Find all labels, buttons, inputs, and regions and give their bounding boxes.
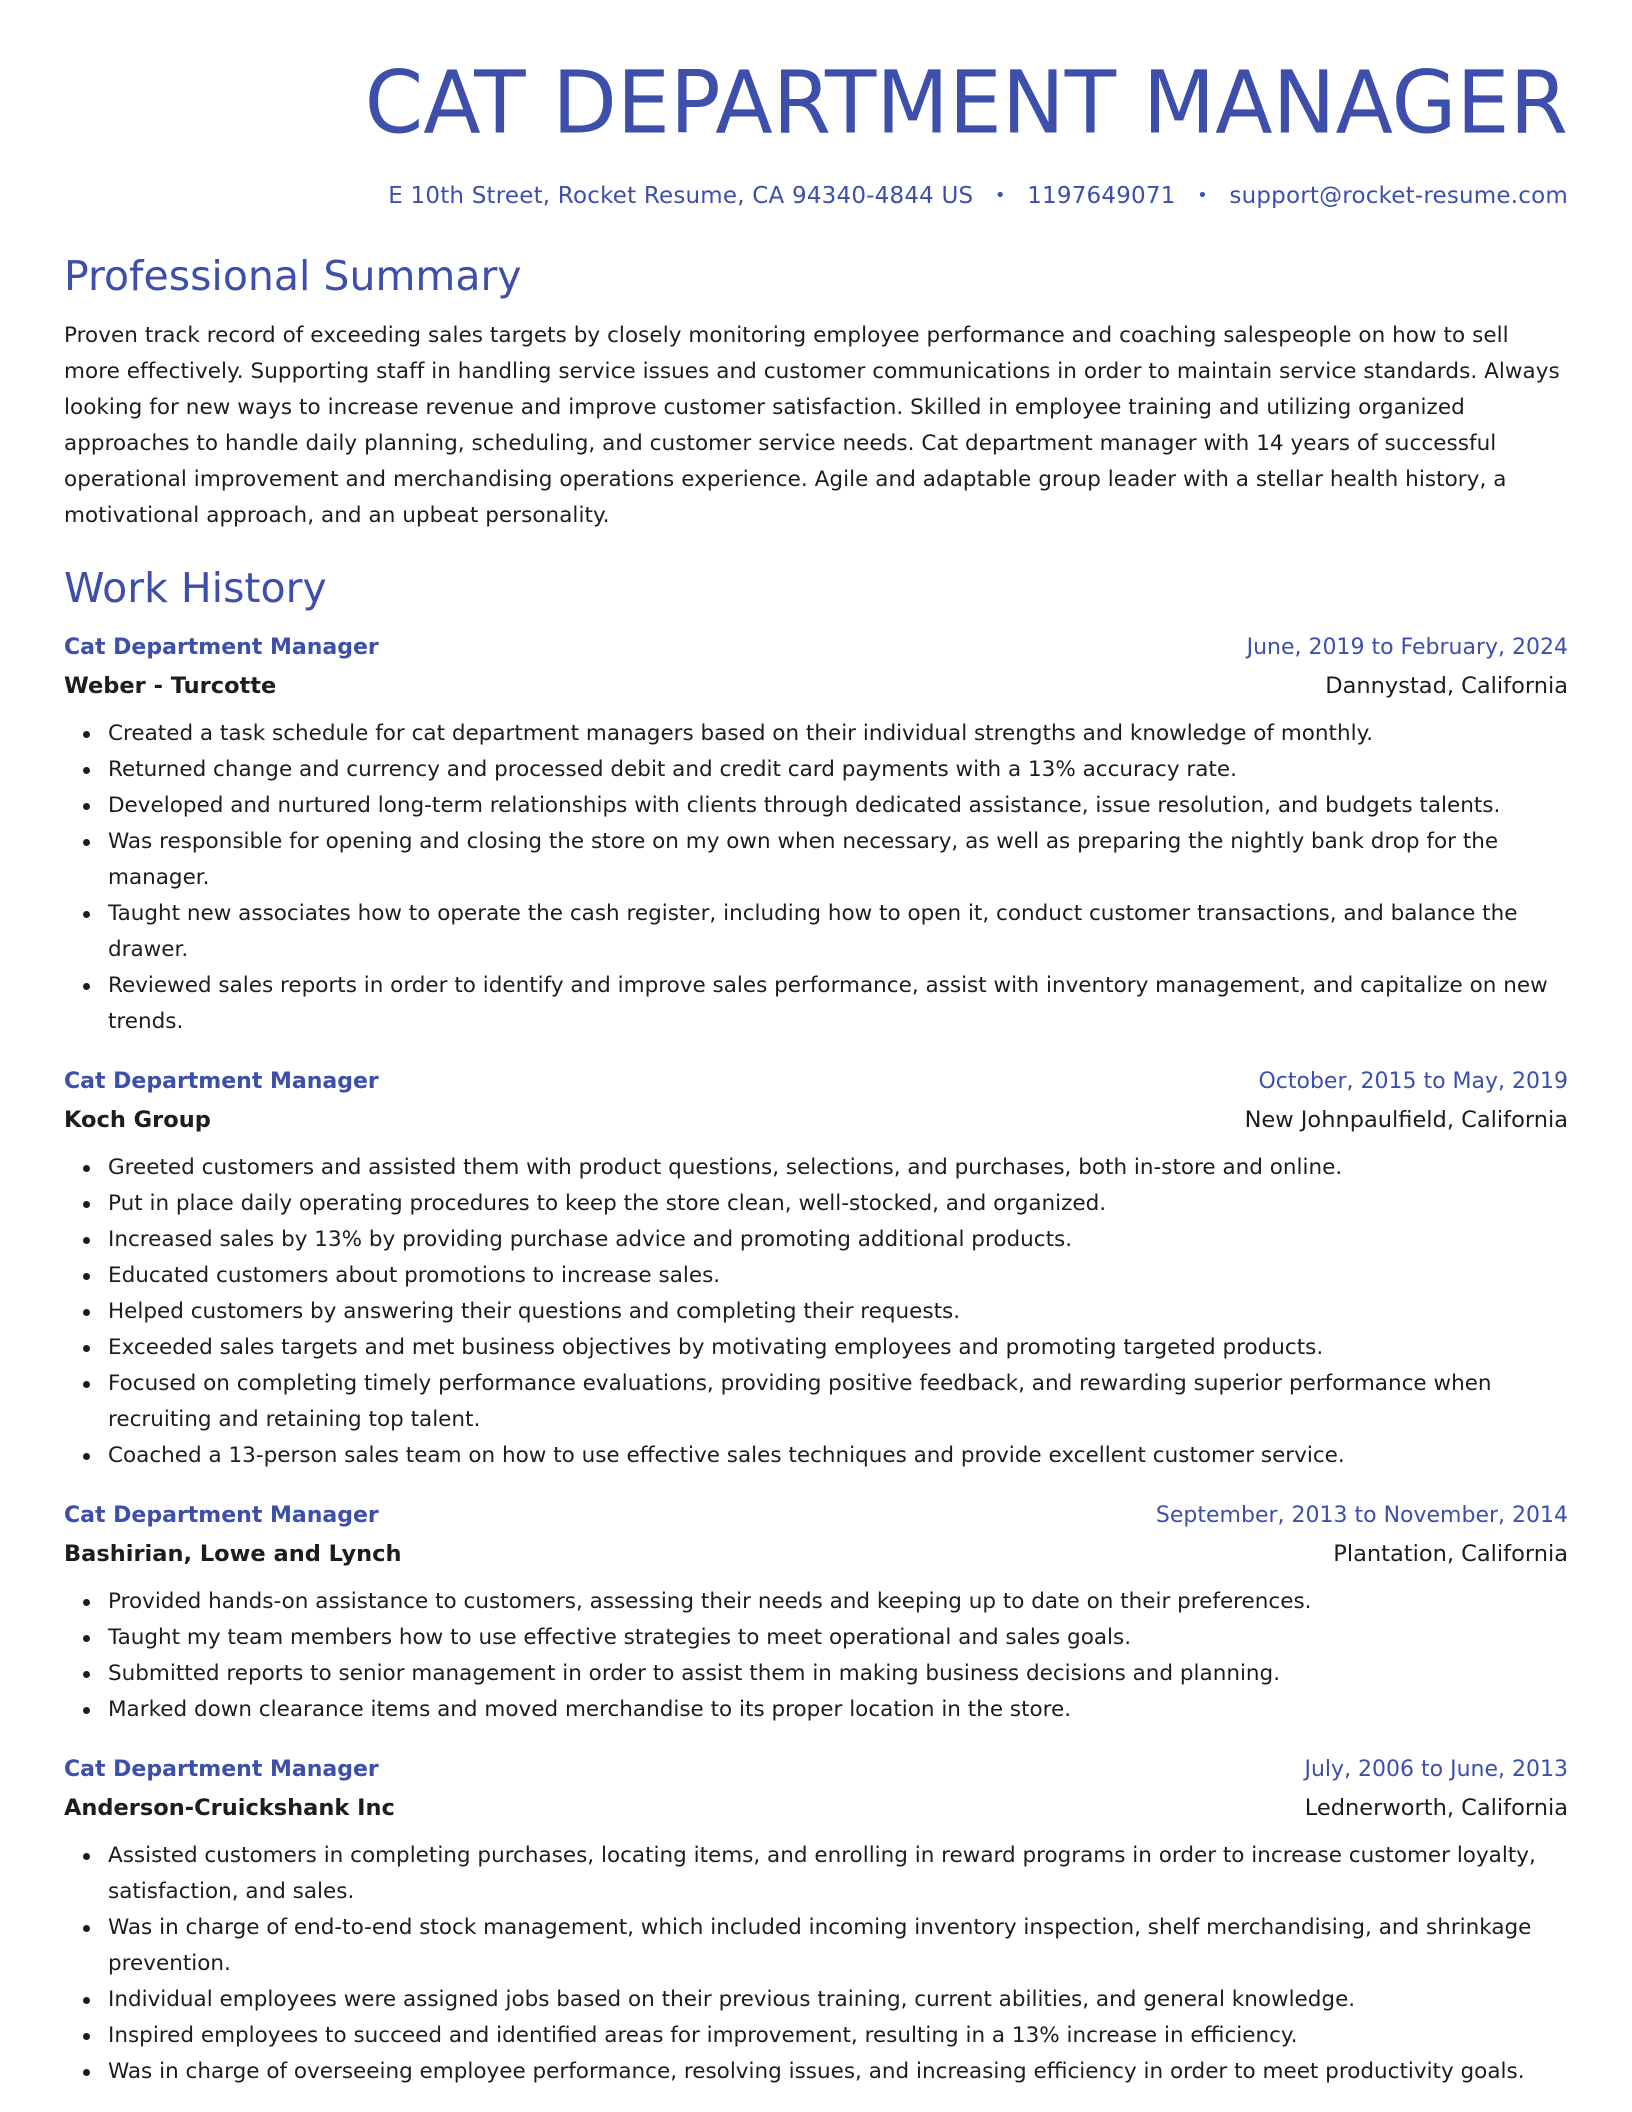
job-title: Cat Department Manager	[64, 1503, 379, 1528]
job-bullet: Reviewed sales reports in order to identify and improve sales performance, assist with inventory management, and capitalize on new trends.	[108, 968, 1568, 1040]
job-bullet: Returned change and currency and processed debit and credit card payments with a 13% accuracy rate.	[108, 752, 1568, 788]
job-title-row	[64, 1498, 1568, 1534]
job-dates: October, 2015 to May, 2019	[1258, 1069, 1568, 1094]
job-bullet: Helped customers by answering their questions and completing their requests.	[108, 1294, 1568, 1330]
job-bullet: Created a task schedule for cat department managers based on their individual strengths and knowledge of monthly.	[108, 716, 1568, 752]
job-bullet: Inspired employees to succeed and identified areas for improvement, resulting in a 13% increase in efficiency.	[108, 2018, 1568, 2054]
job-bullet: Greeted customers and assisted them with product questions, selections, and purchases, both in-store and online.	[108, 1150, 1568, 1186]
summary-text: Proven track record of exceeding sales targets by closely monitoring employee performance and coaching salespeople on how to sell more effectively. Supporting staff in handling service issues and customer communications in order to maintain service standards. Always looking for new ways to increase revenue and improve customer satisfaction. Skilled in employee training and utilizing organized approaches to handle daily planning, scheduling, and customer service needs. Cat department manager with 14 years of successful operational improvement and merchandising operations experience. Agile and adaptable group leader with a stellar health history, a motivational approach, and an upbeat personality.	[64, 323, 1560, 528]
job-bullet: Was in charge of overseeing employee performance, resolving issues, and increasing efficiency in order to meet productivity goals.	[108, 2054, 1568, 2090]
section-title-summary: Professional Summary	[64, 252, 522, 300]
section-title-work-history: Work History	[64, 564, 327, 612]
job-bullet: Taught my team members how to use effective strategies to meet operational and sales goals.	[108, 1620, 1568, 1656]
job-bullet: Was responsible for opening and closing the store on my own when necessary, as well as preparing the nightly bank drop for the manager.	[108, 824, 1568, 896]
job-dates: September, 2013 to November, 2014	[1155, 1503, 1568, 1528]
job-bullet-list	[64, 1838, 1568, 2090]
job-title-row	[64, 630, 1568, 666]
job-bullet: Was in charge of end-to-end stock management, which included incoming inventory inspection, shelf merchandising, and shrinkage prevention.	[108, 1910, 1568, 1982]
contact-separator: •	[994, 185, 1006, 206]
job-bullet-list	[64, 1584, 1568, 1728]
job-title-row	[64, 1752, 1568, 1788]
resume-header	[64, 0, 1568, 212]
job-dates: June, 2019 to February, 2024	[1246, 635, 1568, 660]
work-history-section	[64, 562, 1568, 2090]
contact-separator: •	[1197, 185, 1208, 206]
job-bullet: Put in place daily operating procedures to keep the store clean, well-stocked, and organized.	[108, 1186, 1568, 1222]
job-dates: July, 2006 to June, 2013	[1304, 1757, 1568, 1782]
job-bullet: Focused on completing timely performance evaluations, providing positive feedback, and rewarding superior performance when recruiting and retaining top talent.	[108, 1366, 1568, 1438]
contact-email[interactable]: support@rocket-resume.com	[1229, 183, 1568, 209]
job-company-row	[64, 1100, 1568, 1140]
job-location: Plantation, California	[1333, 1541, 1568, 1567]
job-company: Weber - Turcotte	[64, 673, 277, 699]
job-bullet: Taught new associates how to operate the cash register, including how to open it, conduct customer transactions, and balance the drawer.	[108, 896, 1568, 968]
job-location: Lednerworth, California	[1304, 1795, 1568, 1821]
job-location: Dannystad, California	[1325, 673, 1568, 699]
job-bullet-list	[64, 1150, 1568, 1474]
job-bullet: Submitted reports to senior management in order to assist them in making business decisions and planning.	[108, 1656, 1568, 1692]
job-bullet: Provided hands-on assistance to customers, assessing their needs and keeping up to date on their preferences.	[108, 1584, 1568, 1620]
job-company: Koch Group	[64, 1107, 211, 1133]
job-bullet: Assisted customers in completing purchases, locating items, and enrolling in reward programs in order to increase customer loyalty, satisfaction, and sales.	[108, 1838, 1568, 1910]
job-title: Cat Department Manager	[64, 635, 379, 660]
resume-page	[64, 0, 1568, 2090]
job-title: Cat Department Manager	[64, 1069, 379, 1094]
contact-address: E 10th Street, Rocket Resume, CA 94340-4844 US	[388, 183, 974, 209]
professional-summary-section	[64, 250, 1568, 534]
job-company: Bashirian, Lowe and Lynch	[64, 1541, 402, 1567]
job-company-row	[64, 1788, 1568, 1828]
job-bullet-list	[64, 716, 1568, 1040]
job-list	[64, 630, 1568, 2090]
job-bullet: Exceeded sales targets and met business objectives by motivating employees and promoting targeted products.	[108, 1330, 1568, 1366]
job-title: Cat Department Manager	[64, 1757, 379, 1782]
contact-phone[interactable]: 1197649071	[1027, 183, 1176, 209]
job-bullet: Coached a 13-person sales team on how to use effective sales techniques and provide excellent customer service.	[108, 1438, 1568, 1474]
job-bullet: Individual employees were assigned jobs based on their previous training, current abilities, and general knowledge.	[108, 1982, 1568, 2018]
job-bullet: Educated customers about promotions to increase sales.	[108, 1258, 1568, 1294]
contact-line	[64, 180, 1568, 212]
job-location: New Johnpaulfield, California	[1244, 1107, 1568, 1133]
job-bullet: Developed and nurtured long-term relationships with clients through dedicated assistance, issue resolution, and budgets talents.	[108, 788, 1568, 824]
job-title-row	[64, 1064, 1568, 1100]
job-entry	[64, 1752, 1568, 2090]
job-company-row	[64, 666, 1568, 706]
job-bullet: Increased sales by 13% by providing purchase advice and promoting additional products.	[108, 1222, 1568, 1258]
candidate-name: CAT DEPARTMENT MANAGER	[364, 52, 1568, 154]
job-entry	[64, 1498, 1568, 1728]
job-entry	[64, 630, 1568, 1040]
job-company-row	[64, 1534, 1568, 1574]
job-company: Anderson-Cruickshank Inc	[64, 1795, 395, 1821]
job-entry	[64, 1064, 1568, 1474]
job-bullet: Marked down clearance items and moved merchandise to its proper location in the store.	[108, 1692, 1568, 1728]
